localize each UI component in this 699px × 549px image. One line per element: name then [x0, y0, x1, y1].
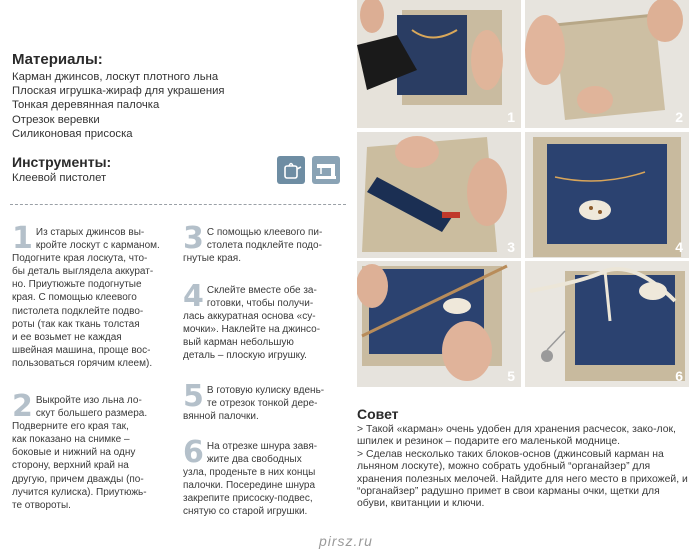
tools-heading: Инструменты: — [12, 154, 112, 170]
step-text: С помощью клеевого пи- столета подклейте подо- гнутые края. — [183, 227, 323, 265]
tip-body — [357, 424, 691, 511]
photo-step-1 — [357, 0, 521, 128]
step-number: 6 — [183, 435, 204, 470]
step-number: 1 — [12, 221, 33, 256]
section-divider — [10, 204, 346, 205]
photo-number: 2 — [675, 109, 683, 125]
tip-paragraph: > Сделав несколько таких блоков-основ (джинсовый карман на льняном лоскуте), можно собрать удобный “органайзер” для хранения полезных мелочей. Найдите для него место в прихожей, и “органайзер” радушно примет в свои карманы очки, щетки для обуви, квитанции и ключи. — [357, 448, 688, 510]
photo-number: 5 — [507, 368, 515, 384]
material-item: Плоская игрушка-жираф для украшения — [12, 85, 225, 98]
kettle-icon — [277, 156, 305, 184]
tip-heading: Совет — [357, 406, 399, 422]
photo-step-3 — [357, 132, 521, 258]
material-item: Карман джинсов, лоскут плотного льна — [12, 71, 219, 83]
photo-number: 6 — [675, 368, 683, 384]
materials-list — [12, 70, 225, 141]
material-item: Тонкая деревянная палочка — [12, 99, 160, 112]
step-text: На отрезке шнура завя- жите два свободных узла, проденьте в них концы палочки. Посередине шнура закрепите присоску-подвес, снятую со старой игрушки. — [183, 441, 318, 518]
step-number: 4 — [183, 279, 204, 314]
photo-step-6 — [525, 261, 689, 387]
step-text: В готовую кулиску вдень- те отрезок тонкой дере- вянной палочки. — [183, 385, 325, 423]
material-item: Силиконовая присоска — [12, 127, 133, 140]
photo-step-4 — [525, 132, 689, 258]
step-number: 5 — [183, 379, 204, 414]
step-text: Из старых джинсов вы- кройте лоскут с карманом. Подогните края лоскута, что- бы деталь выглядела аккурат- но. Приутюжьте подогнутые края. С помощью клеевого пистолета подклейте подво- роты (так как ткань толстая и ее возьмет не каждая швейная машина, проще вос- пользоваться горячим клеем). — [12, 227, 160, 369]
materials-heading: Материалы: — [12, 51, 103, 68]
step-4 — [183, 279, 346, 363]
step-3 — [183, 221, 346, 265]
material-item: Отрезок веревки — [12, 113, 100, 126]
photo-step-2 — [525, 0, 689, 128]
photo-number: 3 — [507, 239, 515, 255]
step-text: Выкройте изо льна ло- скут большего размера. Подверните его края так, как показано на снимке – боковые и нижний на одну сторону, верхний край на другую, причем дважды (по- лучится кулиска). Приутюжь- те отвороты. — [12, 395, 148, 511]
step-2 — [12, 389, 177, 512]
step-number: 2 — [12, 389, 33, 424]
sewing-machine-icon — [312, 156, 340, 184]
photo-step-5 — [357, 261, 521, 387]
step-number: 3 — [183, 221, 204, 256]
tools-text: Клеевой пистолет — [12, 172, 107, 184]
tip-paragraph: > Такой «карман» очень удобен для хранения расчесок, зако-лок, шпилек и резинок – подарите его маленькой моднице. — [357, 424, 676, 448]
photo-number: 4 — [675, 239, 683, 255]
step-1 — [12, 221, 177, 370]
step-text: Склейте вместе обе за- готовки, чтобы получи- лась аккуратная основа «су- мочки». Наклейте на джинсо- вый карман небольшую деталь – плоскую игрушку. — [183, 285, 321, 362]
watermark: pirsz.ru — [319, 533, 373, 549]
photo-number: 1 — [507, 109, 515, 125]
step-5 — [183, 379, 346, 423]
step-6 — [183, 435, 346, 519]
